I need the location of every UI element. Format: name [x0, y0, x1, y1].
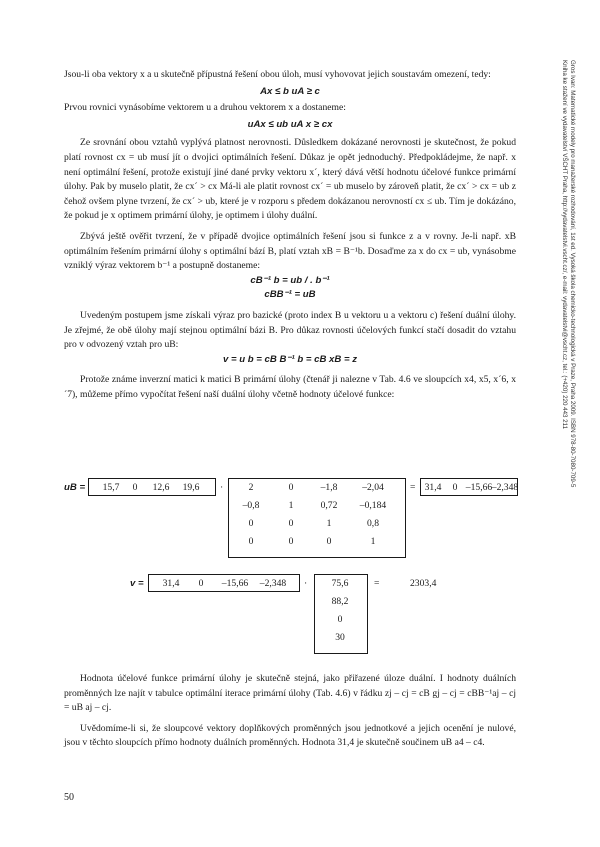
result-value: 2303,4 — [410, 578, 437, 589]
equals-sign: = — [374, 578, 380, 589]
row-vector-cell: –2,348 — [259, 578, 287, 589]
result-cell: 0 — [452, 482, 458, 493]
matrix-cell: 1 — [326, 518, 332, 529]
calculation-v — [130, 578, 460, 658]
column-vector-cell: 0 — [337, 614, 343, 625]
row-vector-cell: 15,7 — [102, 482, 120, 493]
result-cell: 31,4 — [424, 482, 442, 493]
matrix-cell: 0 — [288, 518, 294, 529]
column-vector-cell: 88,2 — [331, 596, 349, 607]
matrix-cell: 0 — [248, 518, 254, 529]
paragraph-7: Hodnota účelové funkce primární úlohy je skutečně stejná, jako přiřazené úloze duální. I hodnoty duálních proměnných lze najít v tabulce optimální iterace primární úlohy (Tab. 4.6) v řádku zj – cj = cB gj – cj = cBB⁻¹aj – cj = uB aj – cj. — [64, 673, 516, 714]
matrix-cell: 0 — [248, 536, 254, 547]
matrix-cell: 0 — [288, 482, 294, 493]
matrix-cell: –0,8 — [242, 500, 260, 511]
column-vector-cell: 75,6 — [331, 578, 349, 589]
side-citation-text — [559, 60, 576, 720]
dot-operator: · — [304, 578, 308, 589]
paragraph-5: Uvedeným postupem jsme získali výraz pro bazické (proto index B u vektoru u a vektoru c) řešení duální úlohy. Je zřejmé, že obě úlohy mají stejnou optimální bázi B. Pro důkaz rovnosti účelových funkcí stačí dosadit do vztahu pro v odvozený vztah pro uB: — [64, 309, 516, 351]
paragraph-3: Ze srovnání obou vztahů vyplývá platnost nerovnosti. Důsledkem dokázané nerovnosti je skutečnost, že pokud platí rovnost cx = ub musí jít o dvojici optimálních řešení. Důkaz je opět jednoduchý. Předpokládejme, že např. x není optimální řešení, protože existují jiné dané prvky vektoru x´, který dává větší hodnotu účelové funkce primární úlohy. Pak by muselo platit, že cx´ > cx Má-li ale platit rovnost cx´ = ub muselo by zároveň platit, že cx´ > cx = ub z čehož ovšem plyne tvrzení, že cx´ > ub, které je v rozporu s předem dokázanou nerovností cx ≤ ub. Tím je dokázáno, že pokud je x optimem primární úlohy, je optimem i úlohy duální. — [64, 137, 516, 222]
row-vector-cell: 12,6 — [152, 482, 170, 493]
row-vector-cell: 31,4 — [162, 578, 180, 589]
matrix-cell: –2,04 — [362, 482, 384, 493]
matrix-cell: –0,184 — [359, 500, 387, 511]
equals-sign: = — [410, 482, 416, 493]
result-cell: –15,66 — [465, 482, 493, 493]
matrix-cell: 1 — [288, 500, 294, 511]
matrix-cell: 0,8 — [367, 518, 379, 529]
side-citation — [552, 60, 592, 720]
paragraph-4: Zbývá ještě ověřit tvrzení, že v případě dvojice optimálních řešení jsou si funkce z a v rovny. Je-li např. xB optimálním řešením primární úlohy s optimální bází B, platí vztah xB = B⁻¹b. Dosaďme za x do cx = ub, vynásobme vzniklý výraz vektorem b⁻¹ a postupně dostaneme: — [64, 230, 516, 272]
equation-5: v = u b = cB B⁻¹ b = cB xB = z — [222, 353, 358, 365]
matrix-cell: 1 — [370, 536, 376, 547]
matrix-cell: 0,72 — [320, 500, 338, 511]
paragraph-6: Protože známe inverzní matici k matici B primární úlohy (čtenář ji nalezne v Tab. 4.6 ve sloupcích x4, x5, x´6, x´7), můžeme přímo vypočítat řešení naší duální úlohy včetně hodnoty účelové funkce: — [64, 374, 516, 400]
row-vector-cell: 0 — [198, 578, 204, 589]
column-vector-cell: 30 — [335, 632, 345, 643]
side-citation-line-1: Gros Ivan: Matematické modely pro manažerské rozhodování, 1st ed. Vysoká škola chemicko-technologická v Praze, Praha 2009. ISBN 978-80-7080-709-5 — [569, 60, 576, 488]
page-number: 50 — [64, 792, 74, 803]
matrix-cell: 2 — [248, 482, 254, 493]
result-cell: –2,348 — [491, 482, 519, 493]
paragraph-8: Uvědomíme-li si, že sloupcové vektory doplňkových proměnných jsou jednotkové a jejich ocenění je nulové, jsou v těchto sloupcích přímo hodnoty duálních proměnných. Hodnota 31,4 je skutečně součinem uB a4 – c4. — [64, 722, 516, 749]
row-vector-cell: 19,6 — [182, 482, 200, 493]
matrix-cell: 0 — [288, 536, 294, 547]
equation-1: Ax ≤ b uA ≥ c — [260, 85, 320, 97]
row-vector-cell: –15,66 — [221, 578, 249, 589]
dot-operator: · — [220, 482, 224, 493]
equation-3: cB⁻¹ b = ub / . b⁻¹ — [250, 274, 330, 286]
text-block-top — [64, 68, 516, 402]
calculation-ub — [64, 482, 519, 562]
text-block-bottom — [64, 672, 516, 751]
paragraph-2: Prvou rovnici vynásobíme vektorem u a druhou vektorem x a dostaneme: — [64, 102, 346, 114]
equation-4: cBB⁻¹ = uB — [264, 289, 316, 301]
row-vector-cell: 0 — [132, 482, 138, 493]
paragraph-1: Jsou-li oba vektory x a u skutečně přípustná řešení obou úloh, musí vyhovovat jejich soustavám omezení, tedy: — [64, 69, 491, 80]
v-label: v = — [130, 578, 144, 589]
equation-2: uAx ≤ ub uA x ≥ cx — [247, 118, 333, 130]
matrix-cell: 0 — [326, 536, 332, 547]
matrix-cell: –1,8 — [320, 482, 338, 493]
side-citation-line-2: Kniha ke stažení ve vydavatelství VŠCHT Praha, http://vydavatelstvi.vscht.cz/, e-mail: vydavatelstvi@vscht.cz, tel.: (+420) 220 443 211 — [560, 60, 568, 430]
ub-label: uB = — [64, 482, 86, 493]
